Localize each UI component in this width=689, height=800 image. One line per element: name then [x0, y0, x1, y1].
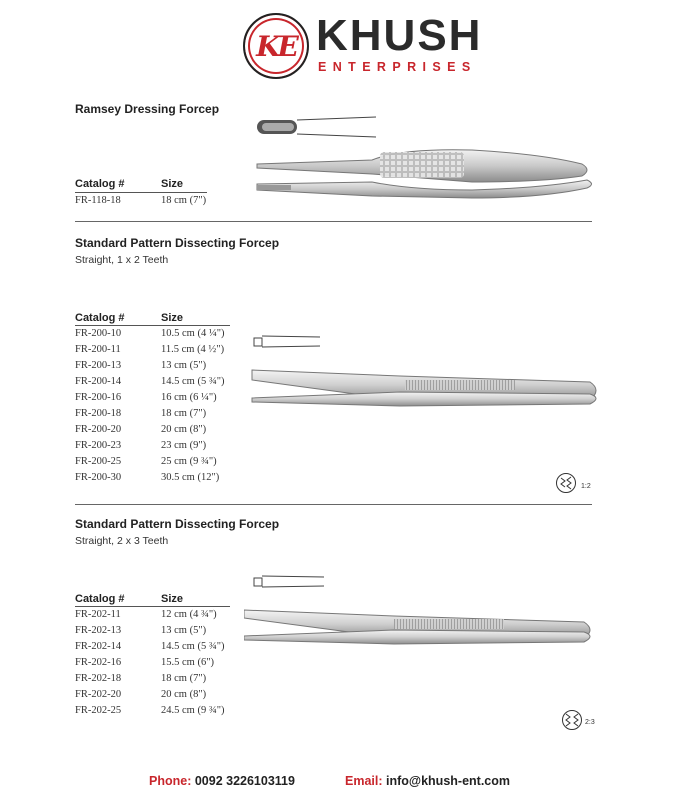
size-value: 18 cm (7"): [161, 195, 207, 206]
size-value: 12 cm (4 ¾"): [161, 609, 217, 620]
catalog-number: FR-202-20: [75, 689, 122, 700]
catalog-number: FR-202-14: [75, 641, 122, 652]
column-header-catalog: Catalog #: [75, 593, 125, 605]
catalog-number: FR-200-23: [75, 440, 122, 451]
phone-value: 0092 3226103119: [194, 774, 295, 788]
size-value: 18 cm (7"): [161, 408, 207, 419]
catalog-number: FR-200-25: [75, 456, 122, 467]
phone-label: Phone:: [149, 774, 192, 788]
column-header-size: Size: [161, 312, 184, 324]
catalog-number: FR-200-11: [75, 344, 121, 355]
catalog-number: FR-200-18: [75, 408, 122, 419]
catalog-number: FR-118-18: [75, 195, 121, 206]
teeth-ratio: 1:2: [581, 483, 591, 490]
ramsey-forcep-image: [252, 112, 597, 202]
dissecting-forcep-1x2-image: [250, 332, 605, 412]
email-label: Email:: [345, 774, 383, 788]
size-value: 25 cm (9 ¾"): [161, 456, 217, 467]
section-divider: [75, 504, 592, 505]
catalog-number: FR-200-14: [75, 376, 122, 387]
catalog-number: FR-200-10: [75, 328, 122, 339]
brand-subtitle: ENTERPRISES: [318, 60, 477, 74]
teeth-pattern-icon: [555, 472, 577, 494]
catalog-number: FR-202-16: [75, 657, 122, 668]
section-title: Ramsey Dressing Forcep: [75, 102, 220, 116]
section-title: Standard Pattern Dissecting Forcep: [75, 236, 280, 250]
size-value: 10.5 cm (4 ¼"): [161, 328, 225, 339]
size-value: 20 cm (8"): [161, 689, 207, 700]
size-value: 13 cm (5"): [161, 625, 207, 636]
section-title: Standard Pattern Dissecting Forcep: [75, 517, 280, 531]
size-value: 14.5 cm (5 ¾"): [161, 376, 225, 387]
column-header-catalog: Catalog #: [75, 312, 125, 324]
size-value: 23 cm (9"): [161, 440, 207, 451]
footer-email: [345, 774, 510, 788]
size-value: 20 cm (8"): [161, 424, 207, 435]
section-subtitle: Straight, 1 x 2 Teeth: [75, 254, 169, 266]
logo-monogram: KE: [256, 30, 296, 63]
logo-emblem: [243, 13, 309, 79]
catalog-number: FR-200-30: [75, 472, 122, 483]
email-value[interactable]: info@khush-ent.com: [386, 774, 510, 788]
section-divider: [75, 221, 592, 222]
section-subtitle: Straight, 2 x 3 Teeth: [75, 535, 169, 547]
catalog-number: FR-202-11: [75, 609, 121, 620]
size-value: 13 cm (5"): [161, 360, 207, 371]
catalog-number: FR-202-18: [75, 673, 122, 684]
column-header-size: Size: [161, 593, 184, 605]
teeth-ratio: 2:3: [585, 719, 595, 726]
size-value: 15.5 cm (6"): [161, 657, 214, 668]
column-header-size: Size: [161, 178, 184, 190]
size-value: 24.5 cm (9 ¾"): [161, 705, 225, 716]
catalog-number: FR-202-13: [75, 625, 122, 636]
catalog-number: FR-202-25: [75, 705, 122, 716]
brand-name: KHUSH: [316, 11, 483, 60]
dissecting-forcep-2x3-image: [244, 572, 599, 652]
footer-phone: [149, 774, 295, 788]
size-value: 16 cm (6 ¼"): [161, 392, 217, 403]
size-value: 14.5 cm (5 ¾"): [161, 641, 225, 652]
teeth-pattern-icon: [561, 709, 583, 731]
size-value: 18 cm (7"): [161, 673, 207, 684]
size-value: 30.5 cm (12"): [161, 472, 220, 483]
catalog-number: FR-200-16: [75, 392, 122, 403]
catalog-number: FR-200-20: [75, 424, 122, 435]
catalog-number: FR-200-13: [75, 360, 122, 371]
size-value: 11.5 cm (4 ½"): [161, 344, 225, 355]
column-header-catalog: Catalog #: [75, 178, 125, 190]
